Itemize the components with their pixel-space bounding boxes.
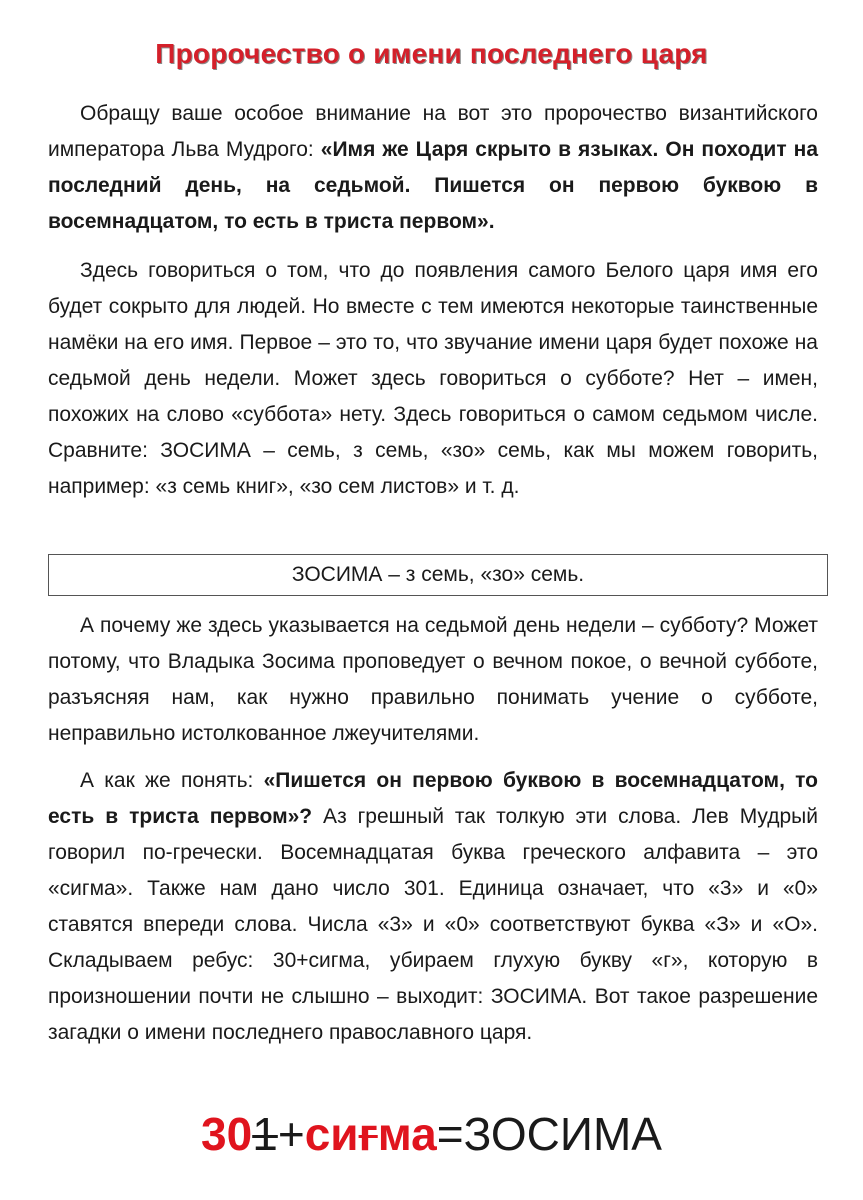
formula-struck-digit: 1 bbox=[252, 1108, 278, 1160]
paragraph-saturday: А почему же здесь указывается на седьмой день недели – субботу? Может потому, что Владыка Зосима проповедует о вечном покое, о вечной субботе, разъясняя нам, как нужно правильно понимать учение о субботе, неправильно истолкованное лжеучителями. bbox=[48, 614, 818, 745]
page-title: Пророчество о имени последнего царя bbox=[155, 38, 708, 69]
formula-letters-2: ма bbox=[377, 1108, 437, 1160]
formula bbox=[0, 1104, 863, 1164]
formula-result: =ЗОСИМА bbox=[436, 1108, 662, 1160]
riddle-quote: «Пишется он первою буквою в восемнадцатом, то есть в триста первом»? bbox=[48, 769, 818, 828]
formula-letters-1: си bbox=[304, 1108, 359, 1160]
prophecy-quote: «Имя же Царя скрыто в языках. Он походит на последний день, на седьмой. Пишется он первою буквою в восемнадцатом, то есть в триста первом». bbox=[48, 138, 819, 233]
paragraph-text: А как же понять: bbox=[80, 769, 264, 792]
paragraph-explanation: Здесь говориться о том, что до появления самого Белого царя имя его будет сокрыто для людей. Но вместе с тем имеются некоторые таинственные намёки на его имя. Первое – это то, что звучание имени царя будет похоже на седьмой день недели. Может здесь говориться о субботе? Нет – имен, похожих на слово «суббота» нету. Здесь говориться о самом седьмом числе. Сравните: ЗОСИМА – семь, з семь, «зо» семь, как мы можем говорить, например: «з семь книг», «зо сем листов» и т. д. bbox=[48, 259, 818, 498]
formula-number: 30 bbox=[201, 1108, 253, 1160]
formula-plus: + bbox=[277, 1108, 305, 1160]
paragraph-riddle bbox=[48, 763, 818, 1051]
paragraph-prophecy bbox=[48, 96, 818, 240]
highlight-box: ЗОСИМА – з семь, «зо» семь. bbox=[48, 554, 828, 596]
paragraph-text: Аз грешный так толкую эти слова. Лев Мудрый говорил по-гречески. Восемнадцатая буква греческого алфавита – это «сигма». Также нам дано число 301. Единица означает, что «3» и «0» ставятся впереди слова. Числа «3» и «0» соответствуют буква «З» и «О». Складываем ребус: 30+сигма, убираем глухую букву «г», которую в произношении почти не слышно – выходит: ЗОСИМА. Вот такое разрешение загадки о имени последнего православного царя. bbox=[48, 805, 818, 1044]
formula-struck-letter: г bbox=[358, 1108, 378, 1160]
paragraph-text: Обращу ваше особое внимание на вот это пророчество византийского императора Льва Мудрого: bbox=[48, 102, 818, 161]
